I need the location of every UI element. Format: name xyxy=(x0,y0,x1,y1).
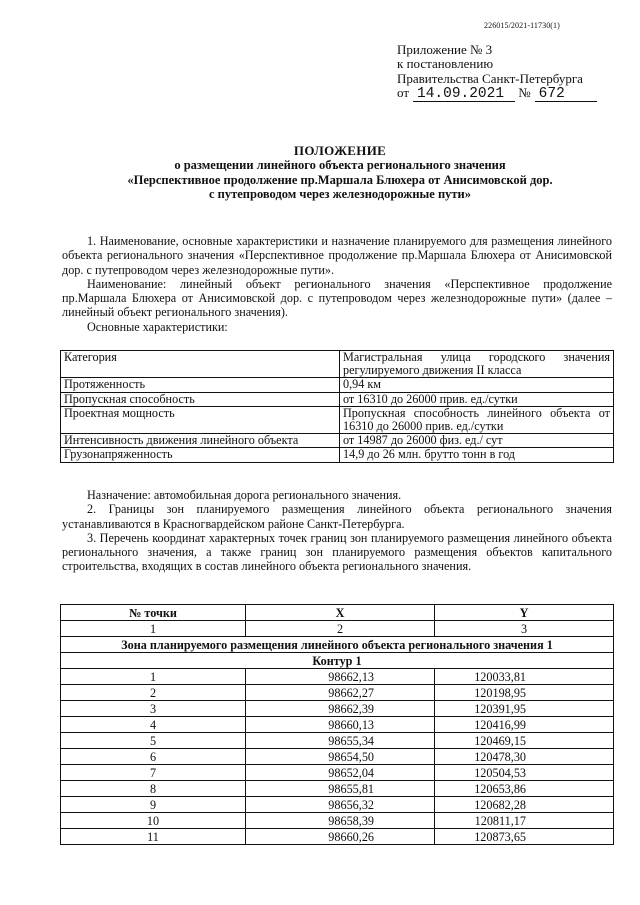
appendix-line-2: к постановлению xyxy=(397,56,494,72)
x-coordinate-cell: 98660,26 xyxy=(246,829,435,845)
point-number-cell: 5 xyxy=(61,733,246,749)
table-cell: 2 xyxy=(246,621,435,637)
table-cell: 0,94 км xyxy=(340,378,614,392)
table-cell: Магистральная улица городского значения регулируемого движения II класса xyxy=(340,351,614,378)
document-title xyxy=(70,144,610,201)
appendix-line-3: Правительства Санкт-Петербурга xyxy=(397,70,583,86)
appendix-line-1: Приложение № 3 xyxy=(397,42,493,57)
table-row xyxy=(61,701,614,717)
title-line-2: о размещении линейного объекта регионального значения xyxy=(174,158,506,173)
characteristics-table xyxy=(60,350,614,463)
y-coordinate-cell: 120504,53 xyxy=(435,765,614,781)
table-cell: Пропускная способность линейного объекта от 16310 до 26000 прив. ед./сутки xyxy=(340,406,614,433)
point-number-cell: 11 xyxy=(61,829,246,845)
table-row xyxy=(61,781,614,797)
contour-title: Контур 1 xyxy=(61,653,614,669)
table-cell: 14,9 до 26 млн. брутто тонн в год xyxy=(340,448,614,462)
table-row xyxy=(61,621,614,637)
table-row xyxy=(61,669,614,685)
table-cell: Проектная мощность xyxy=(61,406,340,433)
table-cell: 3 xyxy=(435,621,614,637)
table-row xyxy=(61,351,614,378)
table-row xyxy=(61,406,614,433)
y-coordinate-cell: 120682,28 xyxy=(435,797,614,813)
point-number-cell: 7 xyxy=(61,765,246,781)
point-number-cell: 8 xyxy=(61,781,246,797)
paragraph: 3. Перечень координат характерных точек границ зон планируемого размещения линейного объекта регионального значения, а также границ зон планируемого размещения объектов капитального строительства, входящих в состав линейного объекта регионального значения. xyxy=(62,530,612,574)
table-row xyxy=(61,448,614,462)
table-cell: 1 xyxy=(61,621,246,637)
table-row xyxy=(61,749,614,765)
y-coordinate-cell: 120478,30 xyxy=(435,749,614,765)
table-row xyxy=(61,717,614,733)
table-cell: от 14987 до 26000 физ. ед./ сут xyxy=(340,434,614,448)
y-coordinate-cell: 120873,65 xyxy=(435,829,614,845)
table-row xyxy=(61,434,614,448)
title-line-4: с путепроводом через железнодорожные пути» xyxy=(208,186,471,201)
point-number-cell: 3 xyxy=(61,701,246,717)
y-coordinate-cell: 120416,99 xyxy=(435,717,614,733)
contour-row xyxy=(61,653,614,669)
x-coordinate-cell: 98655,34 xyxy=(246,733,435,749)
y-coordinate-cell: 120391,95 xyxy=(435,701,614,717)
from-prefix: от xyxy=(397,85,410,101)
point-number-cell: 6 xyxy=(61,749,246,765)
x-coordinate-cell: 98662,27 xyxy=(246,685,435,701)
x-coordinate-cell: 98660,13 xyxy=(246,717,435,733)
paragraph: Наименование: линейный объект регионального значения «Перспективное продолжение пр.Маршала Блюхера от Анисимовской дор. с путепроводом через железнодорожные пути» (далее – линейный объект регионального значения). xyxy=(62,276,612,320)
table-cell: Грузонапряженность xyxy=(61,448,340,462)
title-line-1: ПОЛОЖЕНИЕ xyxy=(293,143,387,158)
document-id: 226015/2021-11730(1) xyxy=(484,21,560,30)
table-row xyxy=(61,813,614,829)
y-coordinate-cell: 120653,86 xyxy=(435,781,614,797)
zone-title: Зона планируемого размещения линейного объекта регионального значения 1 xyxy=(61,637,614,653)
point-number-cell: 1 xyxy=(61,669,246,685)
point-number-cell: 9 xyxy=(61,797,246,813)
point-number-cell: 4 xyxy=(61,717,246,733)
coordinates-table xyxy=(60,604,614,845)
table-row xyxy=(61,685,614,701)
number-prefix: № xyxy=(518,85,531,101)
y-coordinate-cell: 120033,81 xyxy=(435,669,614,685)
paragraph: Основные характеристики: xyxy=(87,319,228,334)
table-row xyxy=(61,392,614,406)
point-number-cell: 10 xyxy=(61,813,246,829)
table-row xyxy=(61,378,614,392)
table-cell: Пропускная способность xyxy=(61,392,340,406)
column-header: Y xyxy=(435,605,614,621)
table-header-row xyxy=(61,605,614,621)
x-coordinate-cell: 98652,04 xyxy=(246,765,435,781)
table-row xyxy=(61,765,614,781)
table-row xyxy=(61,797,614,813)
y-coordinate-cell: 120811,17 xyxy=(435,813,614,829)
table-cell: от 16310 до 26000 прив. ед./сутки xyxy=(340,392,614,406)
coordinate-rows xyxy=(61,669,614,845)
body-section-2 xyxy=(62,488,612,574)
point-number-cell: 2 xyxy=(61,685,246,701)
paragraph: 1. Наименование, основные характеристики и назначение планируемого для размещения линейного объекта регионального значения «Перспективное продолжение пр.Маршала Блюхера от Анисимовской дор. с путепроводом через железнодорожные пути». xyxy=(62,234,612,277)
x-coordinate-cell: 98662,13 xyxy=(246,669,435,685)
x-coordinate-cell: 98662,39 xyxy=(246,701,435,717)
x-coordinate-cell: 98654,50 xyxy=(246,749,435,765)
y-coordinate-cell: 120469,15 xyxy=(435,733,614,749)
y-coordinate-cell: 120198,95 xyxy=(435,685,614,701)
table-row xyxy=(61,829,614,845)
table-cell: Интенсивность движения линейного объекта xyxy=(61,434,340,448)
x-coordinate-cell: 98656,32 xyxy=(246,797,435,813)
zone-row xyxy=(61,637,614,653)
table-row xyxy=(61,733,614,749)
decree-number: 672 xyxy=(535,88,597,102)
decree-date: 14.09.2021 xyxy=(413,88,515,102)
paragraph: Назначение: автомобильная дорога регионального значения. xyxy=(87,488,402,502)
table-cell: Категория xyxy=(61,351,340,378)
table-cell: Протяженность xyxy=(61,378,340,392)
body-section-1 xyxy=(62,234,612,334)
appendix-block xyxy=(397,43,597,102)
paragraph: 2. Границы зон планируемого размещения линейного объекта регионального значения устанавливаются в Красногвардейском районе Санкт-Петербурга. xyxy=(62,502,612,531)
x-coordinate-cell: 98655,81 xyxy=(246,781,435,797)
column-header: № точки xyxy=(61,605,246,621)
x-coordinate-cell: 98658,39 xyxy=(246,813,435,829)
appendix-date-line xyxy=(397,86,597,102)
column-header: X xyxy=(246,605,435,621)
title-line-3: «Перспективное продолжение пр.Маршала Блюхера от Анисимовской дор. xyxy=(127,172,553,187)
